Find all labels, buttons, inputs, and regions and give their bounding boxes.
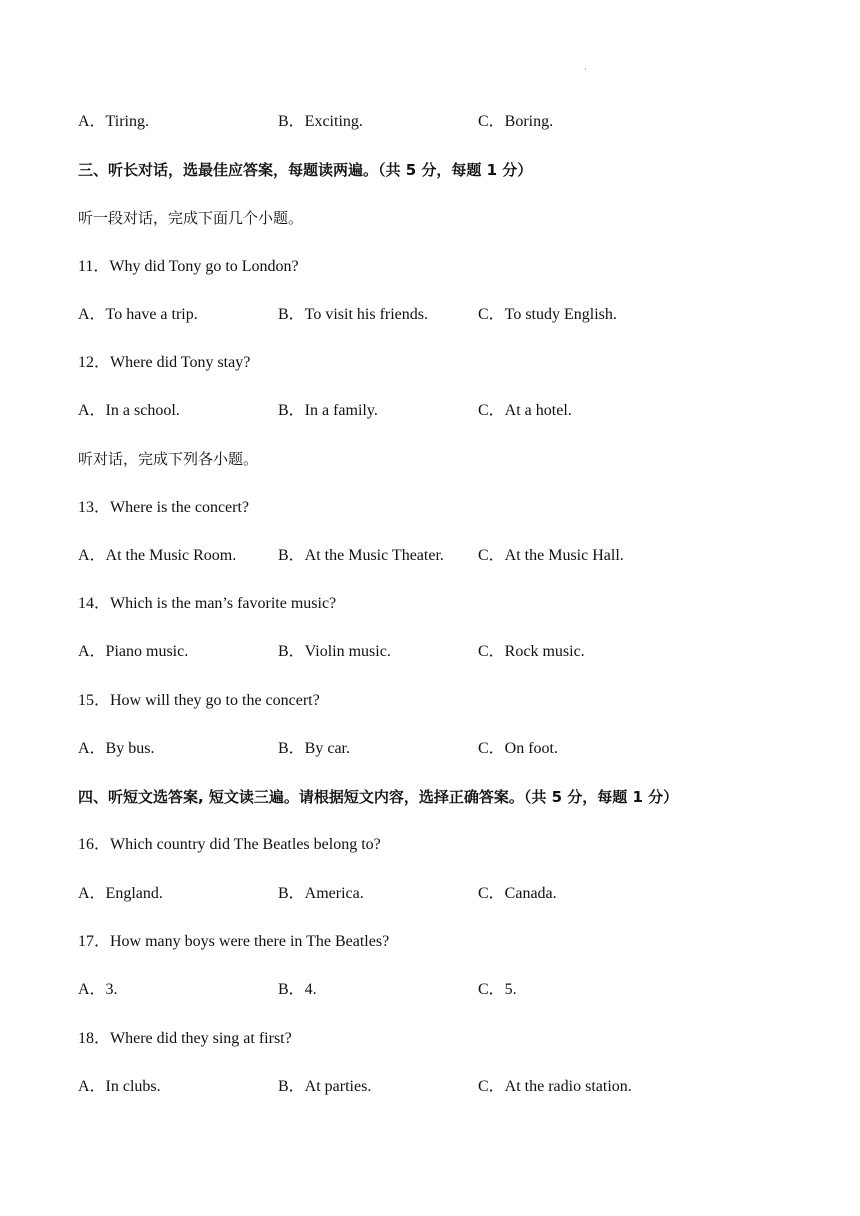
- question-17-stem: 17．How many boys were there in The Beatles?: [78, 933, 390, 950]
- option-c: C．At a hotel.: [478, 402, 572, 419]
- section-3-intro-2: 听对话，完成下列各小题。: [78, 450, 259, 468]
- question-11-stem: 11．Why did Tony go to London?: [78, 258, 299, 275]
- option-a: A．Piano music.: [78, 643, 189, 660]
- option-b: B．At the Music Theater.: [278, 547, 444, 564]
- question-16-stem: 16．Which country did The Beatles belong to?: [78, 836, 381, 853]
- option-c: C．At the radio station.: [478, 1078, 632, 1095]
- option-a: A．3.: [78, 981, 118, 998]
- question-13-stem: 13．Where is the concert?: [78, 499, 250, 516]
- option-a: A．At the Music Room.: [78, 547, 237, 564]
- section-3-heading: 三、听长对话，选最佳应答案，每题读两遍。（共 5 分，每题 1 分）: [78, 161, 533, 179]
- option-b: B．Violin music.: [278, 643, 391, 660]
- option-a: A．In a school.: [78, 402, 180, 419]
- option-b: B．To visit his friends.: [278, 306, 428, 323]
- option-c: C．5.: [478, 981, 517, 998]
- option-a: A．In clubs.: [78, 1078, 161, 1095]
- section-4-heading: 四、听短文选答案, 短文读三遍。请根据短文内容，选择正确答案。（共 5 分，每题 1 分）: [78, 788, 679, 806]
- option-b: B．By car.: [278, 740, 350, 757]
- option-b: B．America.: [278, 885, 364, 902]
- option-c: C．At the Music Hall.: [478, 547, 624, 564]
- option-a: A．Tiring.: [78, 113, 149, 130]
- option-a: A．By bus.: [78, 740, 155, 757]
- header-mark: ·: [584, 64, 587, 74]
- option-a: A．To have a trip.: [78, 306, 198, 323]
- option-c: C．On foot.: [478, 740, 559, 757]
- question-14-stem: 14．Which is the man’s favorite music?: [78, 595, 337, 612]
- question-18-stem: 18．Where did they sing at first?: [78, 1030, 292, 1047]
- section-3-intro-1: 听一段对话，完成下面几个小题。: [78, 209, 304, 227]
- option-a: A．England.: [78, 885, 163, 902]
- option-b: B．At parties.: [278, 1078, 372, 1095]
- option-b: B．In a family.: [278, 402, 378, 419]
- question-12-stem: 12．Where did Tony stay?: [78, 354, 251, 371]
- option-b: B．4.: [278, 981, 317, 998]
- option-c: C．Rock music.: [478, 643, 585, 660]
- option-c: C．Boring.: [478, 113, 554, 130]
- option-c: C．To study English.: [478, 306, 617, 323]
- option-c: C．Canada.: [478, 885, 557, 902]
- question-15-stem: 15．How will they go to the concert?: [78, 692, 320, 709]
- option-b: B．Exciting.: [278, 113, 363, 130]
